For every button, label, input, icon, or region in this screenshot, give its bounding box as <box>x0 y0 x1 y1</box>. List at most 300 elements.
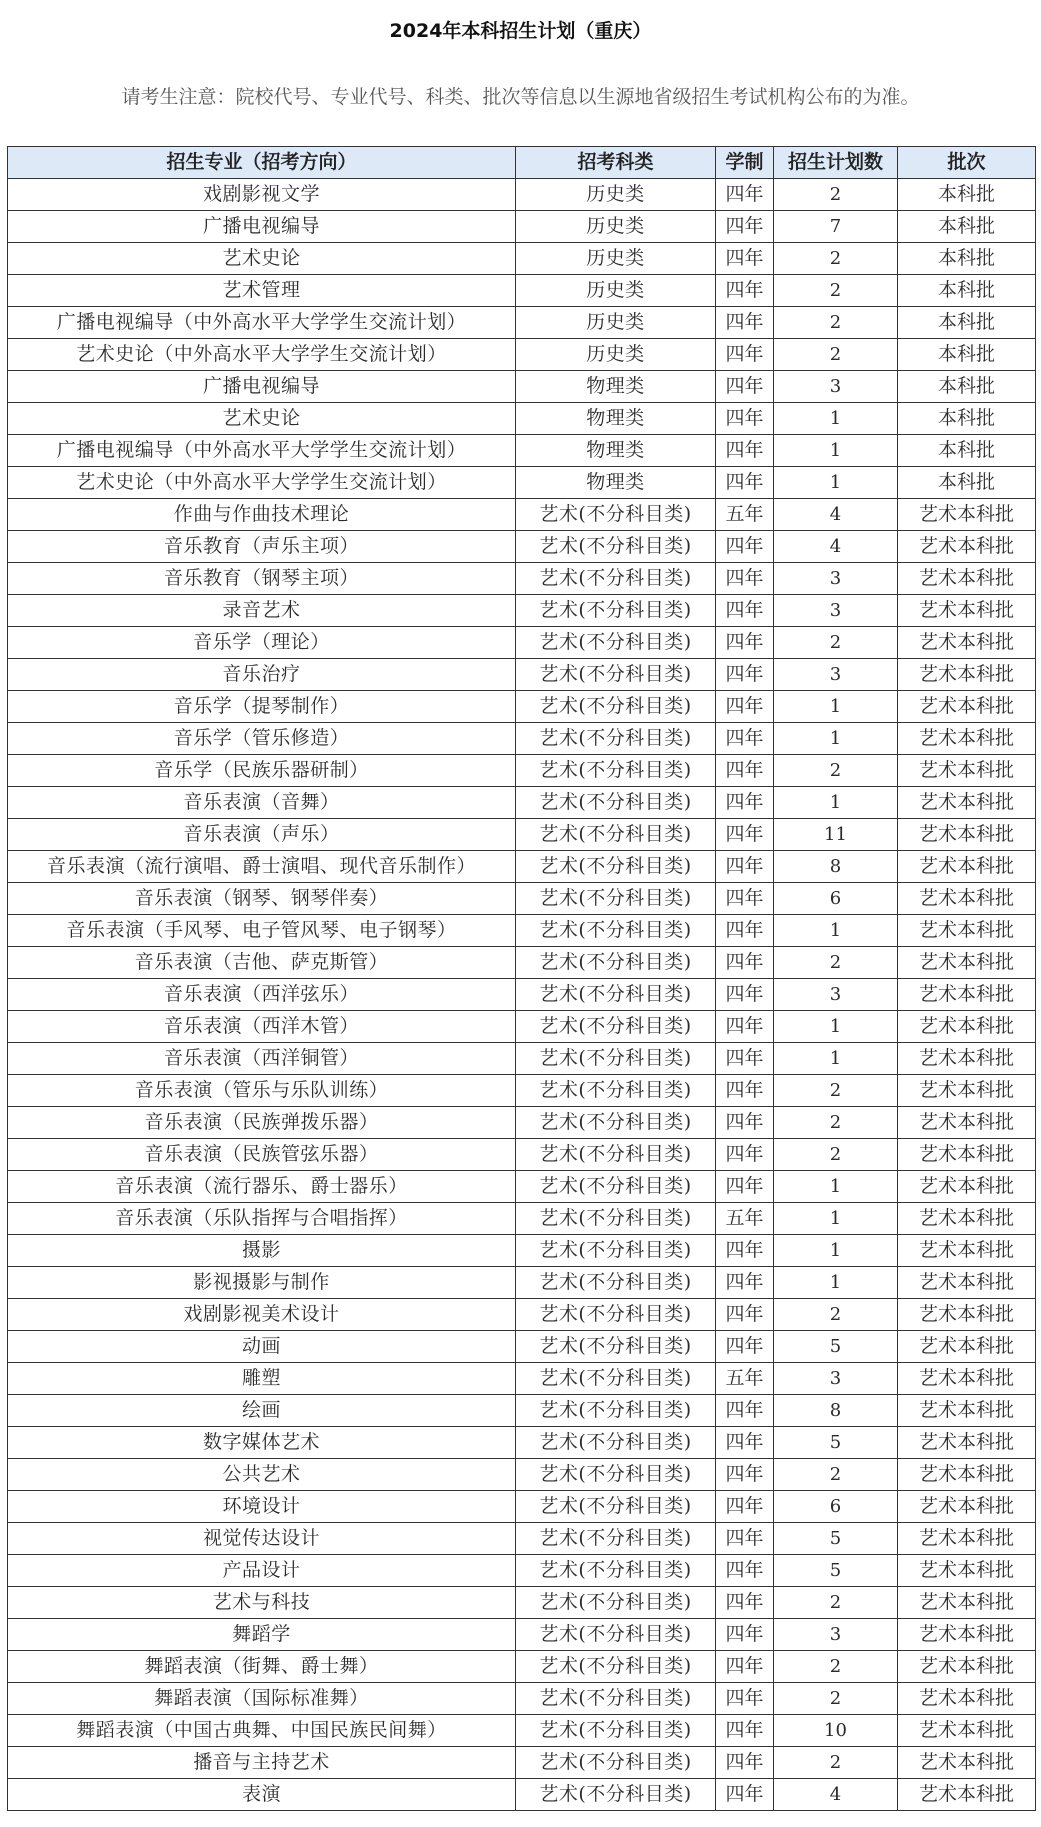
cell-major: 音乐表演（钢琴、钢琴伴奏） <box>8 883 516 915</box>
cell-subject: 艺术(不分科目类) <box>516 1203 716 1235</box>
cell-duration: 四年 <box>716 1395 774 1427</box>
table-row <box>8 435 1036 467</box>
cell-duration: 四年 <box>716 1779 774 1811</box>
cell-subject: 艺术(不分科目类) <box>516 1011 716 1043</box>
cell-batch: 艺术本科批 <box>898 1267 1036 1299</box>
cell-plan-count: 2 <box>774 627 898 659</box>
cell-subject: 艺术(不分科目类) <box>516 1683 716 1715</box>
cell-duration: 四年 <box>716 1555 774 1587</box>
table-row <box>8 1203 1036 1235</box>
cell-subject: 物理类 <box>516 467 716 499</box>
cell-major: 艺术史论 <box>8 403 516 435</box>
table-row <box>8 755 1036 787</box>
cell-major: 音乐表演（民族弹拨乐器） <box>8 1107 516 1139</box>
table-row <box>8 563 1036 595</box>
cell-duration: 四年 <box>716 1299 774 1331</box>
cell-plan-count: 4 <box>774 499 898 531</box>
cell-batch: 艺术本科批 <box>898 1203 1036 1235</box>
cell-duration: 四年 <box>716 435 774 467</box>
cell-duration: 四年 <box>716 723 774 755</box>
cell-plan-count: 6 <box>774 1491 898 1523</box>
cell-duration: 四年 <box>716 851 774 883</box>
cell-plan-count: 1 <box>774 723 898 755</box>
cell-batch: 艺术本科批 <box>898 1555 1036 1587</box>
table-row <box>8 1075 1036 1107</box>
cell-subject: 艺术(不分科目类) <box>516 499 716 531</box>
cell-plan-count: 1 <box>774 1267 898 1299</box>
cell-major: 音乐表演（声乐） <box>8 819 516 851</box>
cell-major: 音乐表演（西洋弦乐） <box>8 979 516 1011</box>
cell-major: 舞蹈表演（中国古典舞、中国民族民间舞） <box>8 1715 516 1747</box>
cell-duration: 四年 <box>716 883 774 915</box>
cell-major: 音乐学（管乐修造） <box>8 723 516 755</box>
cell-batch: 艺术本科批 <box>898 723 1036 755</box>
cell-duration: 四年 <box>716 1459 774 1491</box>
cell-duration: 四年 <box>716 1651 774 1683</box>
cell-duration: 四年 <box>716 275 774 307</box>
table-row <box>8 1491 1036 1523</box>
cell-batch: 本科批 <box>898 371 1036 403</box>
cell-subject: 艺术(不分科目类) <box>516 979 716 1011</box>
cell-subject: 艺术(不分科目类) <box>516 1555 716 1587</box>
cell-plan-count: 1 <box>774 1043 898 1075</box>
cell-plan-count: 7 <box>774 211 898 243</box>
table-row <box>8 627 1036 659</box>
cell-batch: 艺术本科批 <box>898 627 1036 659</box>
table-row <box>8 1331 1036 1363</box>
table-row <box>8 339 1036 371</box>
table-row <box>8 1363 1036 1395</box>
cell-batch: 艺术本科批 <box>898 787 1036 819</box>
cell-major: 广播电视编导（中外高水平大学学生交流计划） <box>8 307 516 339</box>
cell-duration: 四年 <box>716 1139 774 1171</box>
cell-plan-count: 2 <box>774 755 898 787</box>
cell-batch: 本科批 <box>898 435 1036 467</box>
cell-batch: 艺术本科批 <box>898 1043 1036 1075</box>
table-row <box>8 1171 1036 1203</box>
table-row <box>8 787 1036 819</box>
cell-batch: 本科批 <box>898 307 1036 339</box>
cell-batch: 艺术本科批 <box>898 1107 1036 1139</box>
table-row <box>8 819 1036 851</box>
cell-subject: 艺术(不分科目类) <box>516 1235 716 1267</box>
cell-batch: 艺术本科批 <box>898 1139 1036 1171</box>
cell-plan-count: 2 <box>774 243 898 275</box>
cell-plan-count: 1 <box>774 435 898 467</box>
cell-batch: 艺术本科批 <box>898 1619 1036 1651</box>
cell-batch: 本科批 <box>898 339 1036 371</box>
table-row <box>8 467 1036 499</box>
cell-subject: 艺术(不分科目类) <box>516 947 716 979</box>
cell-major: 音乐学（提琴制作） <box>8 691 516 723</box>
cell-plan-count: 2 <box>774 1139 898 1171</box>
table-row <box>8 531 1036 563</box>
cell-subject: 艺术(不分科目类) <box>516 1395 716 1427</box>
enrollment-plan-table <box>7 146 1036 1811</box>
cell-plan-count: 1 <box>774 1171 898 1203</box>
table-row <box>8 403 1036 435</box>
cell-subject: 艺术(不分科目类) <box>516 1075 716 1107</box>
cell-subject: 艺术(不分科目类) <box>516 1459 716 1491</box>
cell-batch: 艺术本科批 <box>898 563 1036 595</box>
cell-duration: 四年 <box>716 243 774 275</box>
cell-subject: 艺术(不分科目类) <box>516 1363 716 1395</box>
cell-plan-count: 1 <box>774 1203 898 1235</box>
table-row <box>8 1523 1036 1555</box>
cell-subject: 艺术(不分科目类) <box>516 691 716 723</box>
cell-duration: 四年 <box>716 1523 774 1555</box>
cell-major: 戏剧影视美术设计 <box>8 1299 516 1331</box>
cell-duration: 四年 <box>716 627 774 659</box>
cell-subject: 物理类 <box>516 435 716 467</box>
table-row <box>8 1683 1036 1715</box>
cell-batch: 本科批 <box>898 179 1036 211</box>
cell-plan-count: 3 <box>774 1363 898 1395</box>
cell-duration: 五年 <box>716 1203 774 1235</box>
cell-major: 视觉传达设计 <box>8 1523 516 1555</box>
cell-duration: 四年 <box>716 915 774 947</box>
cell-plan-count: 3 <box>774 595 898 627</box>
cell-duration: 四年 <box>716 1235 774 1267</box>
cell-major: 音乐表演（乐队指挥与合唱指挥） <box>8 1203 516 1235</box>
cell-major: 产品设计 <box>8 1555 516 1587</box>
cell-major: 音乐表演（管乐与乐队训练） <box>8 1075 516 1107</box>
cell-duration: 四年 <box>716 1171 774 1203</box>
cell-plan-count: 2 <box>774 179 898 211</box>
cell-major: 影视摄影与制作 <box>8 1267 516 1299</box>
cell-plan-count: 1 <box>774 467 898 499</box>
cell-plan-count: 1 <box>774 403 898 435</box>
cell-major: 音乐表演（西洋铜管） <box>8 1043 516 1075</box>
cell-major: 播音与主持艺术 <box>8 1747 516 1779</box>
cell-plan-count: 6 <box>774 883 898 915</box>
cell-plan-count: 3 <box>774 563 898 595</box>
cell-duration: 四年 <box>716 339 774 371</box>
cell-major: 音乐治疗 <box>8 659 516 691</box>
table-row <box>8 179 1036 211</box>
cell-subject: 艺术(不分科目类) <box>516 1523 716 1555</box>
cell-plan-count: 5 <box>774 1523 898 1555</box>
cell-subject: 艺术(不分科目类) <box>516 1779 716 1811</box>
cell-batch: 艺术本科批 <box>898 1075 1036 1107</box>
cell-major: 音乐教育（钢琴主项） <box>8 563 516 595</box>
cell-plan-count: 2 <box>774 947 898 979</box>
cell-duration: 四年 <box>716 1427 774 1459</box>
cell-subject: 物理类 <box>516 371 716 403</box>
cell-plan-count: 3 <box>774 371 898 403</box>
cell-duration: 四年 <box>716 979 774 1011</box>
cell-batch: 艺术本科批 <box>898 1747 1036 1779</box>
cell-duration: 四年 <box>716 1011 774 1043</box>
table-row <box>8 1043 1036 1075</box>
cell-subject: 艺术(不分科目类) <box>516 1043 716 1075</box>
cell-batch: 艺术本科批 <box>898 1427 1036 1459</box>
header-batch: 批次 <box>898 147 1036 179</box>
cell-major: 数字媒体艺术 <box>8 1427 516 1459</box>
cell-subject: 艺术(不分科目类) <box>516 915 716 947</box>
cell-major: 广播电视编导（中外高水平大学学生交流计划） <box>8 435 516 467</box>
cell-plan-count: 1 <box>774 915 898 947</box>
cell-plan-count: 2 <box>774 1107 898 1139</box>
table-row <box>8 1587 1036 1619</box>
cell-major: 音乐表演（流行演唱、爵士演唱、现代音乐制作） <box>8 851 516 883</box>
cell-subject: 历史类 <box>516 339 716 371</box>
cell-batch: 艺术本科批 <box>898 1523 1036 1555</box>
cell-plan-count: 5 <box>774 1331 898 1363</box>
cell-duration: 四年 <box>716 691 774 723</box>
cell-duration: 四年 <box>716 307 774 339</box>
cell-plan-count: 2 <box>774 307 898 339</box>
table-row <box>8 1651 1036 1683</box>
cell-duration: 四年 <box>716 371 774 403</box>
cell-batch: 艺术本科批 <box>898 691 1036 723</box>
cell-major: 摄影 <box>8 1235 516 1267</box>
cell-batch: 艺术本科批 <box>898 755 1036 787</box>
cell-subject: 艺术(不分科目类) <box>516 563 716 595</box>
cell-major: 音乐表演（手风琴、电子管风琴、电子钢琴） <box>8 915 516 947</box>
cell-plan-count: 2 <box>774 1075 898 1107</box>
cell-subject: 艺术(不分科目类) <box>516 819 716 851</box>
table-row <box>8 1715 1036 1747</box>
cell-plan-count: 1 <box>774 1235 898 1267</box>
cell-major: 舞蹈学 <box>8 1619 516 1651</box>
cell-duration: 四年 <box>716 1715 774 1747</box>
cell-batch: 艺术本科批 <box>898 851 1036 883</box>
cell-plan-count: 1 <box>774 691 898 723</box>
cell-plan-count: 2 <box>774 275 898 307</box>
cell-duration: 四年 <box>716 467 774 499</box>
cell-major: 环境设计 <box>8 1491 516 1523</box>
cell-plan-count: 2 <box>774 339 898 371</box>
table-row <box>8 1139 1036 1171</box>
cell-batch: 本科批 <box>898 211 1036 243</box>
table-row <box>8 1459 1036 1491</box>
cell-batch: 艺术本科批 <box>898 595 1036 627</box>
cell-batch: 艺术本科批 <box>898 1363 1036 1395</box>
cell-subject: 艺术(不分科目类) <box>516 1651 716 1683</box>
cell-batch: 本科批 <box>898 243 1036 275</box>
cell-plan-count: 3 <box>774 1619 898 1651</box>
table-row <box>8 1555 1036 1587</box>
table-row <box>8 211 1036 243</box>
cell-batch: 艺术本科批 <box>898 915 1036 947</box>
cell-batch: 艺术本科批 <box>898 1011 1036 1043</box>
cell-plan-count: 2 <box>774 1587 898 1619</box>
cell-batch: 本科批 <box>898 275 1036 307</box>
cell-batch: 艺术本科批 <box>898 1171 1036 1203</box>
cell-subject: 艺术(不分科目类) <box>516 1491 716 1523</box>
cell-plan-count: 4 <box>774 1779 898 1811</box>
cell-subject: 艺术(不分科目类) <box>516 1715 716 1747</box>
cell-duration: 四年 <box>716 403 774 435</box>
cell-subject: 艺术(不分科目类) <box>516 1587 716 1619</box>
cell-subject: 艺术(不分科目类) <box>516 787 716 819</box>
cell-subject: 艺术(不分科目类) <box>516 1427 716 1459</box>
cell-plan-count: 3 <box>774 659 898 691</box>
header-duration: 学制 <box>716 147 774 179</box>
cell-major: 音乐表演（音舞） <box>8 787 516 819</box>
cell-major: 音乐表演（吉他、萨克斯管） <box>8 947 516 979</box>
cell-plan-count: 3 <box>774 979 898 1011</box>
cell-duration: 四年 <box>716 595 774 627</box>
cell-batch: 艺术本科批 <box>898 947 1036 979</box>
table-row <box>8 1107 1036 1139</box>
cell-duration: 四年 <box>716 1075 774 1107</box>
cell-plan-count: 5 <box>774 1555 898 1587</box>
table-body <box>8 179 1036 1811</box>
cell-batch: 艺术本科批 <box>898 659 1036 691</box>
table-row <box>8 1427 1036 1459</box>
cell-duration: 五年 <box>716 1363 774 1395</box>
cell-subject: 艺术(不分科目类) <box>516 851 716 883</box>
table-row <box>8 1235 1036 1267</box>
cell-plan-count: 2 <box>774 1299 898 1331</box>
page-title: 2024年本科招生计划（重庆） <box>389 20 652 42</box>
cell-duration: 四年 <box>716 1683 774 1715</box>
cell-batch: 艺术本科批 <box>898 979 1036 1011</box>
cell-duration: 四年 <box>716 1043 774 1075</box>
cell-major: 音乐教育（声乐主项） <box>8 531 516 563</box>
cell-batch: 艺术本科批 <box>898 499 1036 531</box>
cell-major: 音乐学（理论） <box>8 627 516 659</box>
cell-duration: 四年 <box>716 755 774 787</box>
cell-duration: 四年 <box>716 659 774 691</box>
cell-plan-count: 2 <box>774 1683 898 1715</box>
cell-batch: 本科批 <box>898 467 1036 499</box>
table-row <box>8 659 1036 691</box>
cell-major: 动画 <box>8 1331 516 1363</box>
table-row <box>8 1619 1036 1651</box>
cell-major: 录音艺术 <box>8 595 516 627</box>
cell-duration: 四年 <box>716 531 774 563</box>
cell-plan-count: 8 <box>774 1395 898 1427</box>
cell-duration: 四年 <box>716 179 774 211</box>
table-row <box>8 1011 1036 1043</box>
cell-duration: 四年 <box>716 819 774 851</box>
cell-subject: 艺术(不分科目类) <box>516 1747 716 1779</box>
cell-subject: 艺术(不分科目类) <box>516 723 716 755</box>
cell-batch: 艺术本科批 <box>898 1715 1036 1747</box>
cell-subject: 艺术(不分科目类) <box>516 1619 716 1651</box>
cell-batch: 艺术本科批 <box>898 531 1036 563</box>
cell-major: 艺术管理 <box>8 275 516 307</box>
cell-subject: 艺术(不分科目类) <box>516 1299 716 1331</box>
table-row <box>8 883 1036 915</box>
cell-batch: 艺术本科批 <box>898 1779 1036 1811</box>
cell-major: 公共艺术 <box>8 1459 516 1491</box>
cell-major: 舞蹈表演（街舞、爵士舞） <box>8 1651 516 1683</box>
cell-batch: 艺术本科批 <box>898 1235 1036 1267</box>
cell-duration: 四年 <box>716 211 774 243</box>
cell-batch: 艺术本科批 <box>898 1395 1036 1427</box>
cell-subject: 历史类 <box>516 243 716 275</box>
cell-plan-count: 4 <box>774 531 898 563</box>
table-row <box>8 1267 1036 1299</box>
cell-plan-count: 1 <box>774 1011 898 1043</box>
cell-duration: 四年 <box>716 947 774 979</box>
cell-major: 舞蹈表演（国际标准舞） <box>8 1683 516 1715</box>
notice-text: 请考生注意：院校代号、专业代号、科类、批次等信息以生源地省级招生考试机构公布的为准。 <box>121 86 920 108</box>
cell-major: 音乐表演（西洋木管） <box>8 1011 516 1043</box>
cell-major: 音乐表演（流行器乐、爵士器乐） <box>8 1171 516 1203</box>
table-row <box>8 1395 1036 1427</box>
cell-major: 音乐学（民族乐器研制） <box>8 755 516 787</box>
table-row <box>8 275 1036 307</box>
cell-plan-count: 10 <box>774 1715 898 1747</box>
cell-duration: 四年 <box>716 787 774 819</box>
table-row <box>8 243 1036 275</box>
cell-subject: 艺术(不分科目类) <box>516 531 716 563</box>
cell-duration: 四年 <box>716 1747 774 1779</box>
table-row <box>8 979 1036 1011</box>
cell-major: 作曲与作曲技术理论 <box>8 499 516 531</box>
cell-plan-count: 8 <box>774 851 898 883</box>
header-subject: 招考科类 <box>516 147 716 179</box>
cell-subject: 艺术(不分科目类) <box>516 1331 716 1363</box>
cell-subject: 艺术(不分科目类) <box>516 1107 716 1139</box>
cell-major: 艺术史论 <box>8 243 516 275</box>
table-row <box>8 1299 1036 1331</box>
cell-duration: 四年 <box>716 1619 774 1651</box>
cell-subject: 艺术(不分科目类) <box>516 659 716 691</box>
cell-plan-count: 1 <box>774 787 898 819</box>
cell-batch: 艺术本科批 <box>898 1651 1036 1683</box>
cell-subject: 历史类 <box>516 275 716 307</box>
table-row <box>8 499 1036 531</box>
cell-subject: 艺术(不分科目类) <box>516 627 716 659</box>
cell-subject: 艺术(不分科目类) <box>516 595 716 627</box>
table-row <box>8 595 1036 627</box>
cell-duration: 四年 <box>716 1587 774 1619</box>
cell-major: 绘画 <box>8 1395 516 1427</box>
cell-major: 艺术与科技 <box>8 1587 516 1619</box>
cell-subject: 物理类 <box>516 403 716 435</box>
cell-batch: 艺术本科批 <box>898 883 1036 915</box>
cell-major: 雕塑 <box>8 1363 516 1395</box>
cell-plan-count: 2 <box>774 1651 898 1683</box>
table-row <box>8 947 1036 979</box>
table-row <box>8 1747 1036 1779</box>
header-major: 招生专业（招考方向） <box>8 147 516 179</box>
cell-batch: 本科批 <box>898 403 1036 435</box>
cell-batch: 艺术本科批 <box>898 1299 1036 1331</box>
table-row <box>8 1779 1036 1811</box>
table-row <box>8 915 1036 947</box>
cell-plan-count: 5 <box>774 1427 898 1459</box>
cell-subject: 历史类 <box>516 179 716 211</box>
cell-major: 表演 <box>8 1779 516 1811</box>
table-row <box>8 307 1036 339</box>
cell-subject: 历史类 <box>516 307 716 339</box>
cell-major: 艺术史论（中外高水平大学学生交流计划） <box>8 339 516 371</box>
cell-duration: 四年 <box>716 1491 774 1523</box>
table-header-row <box>8 147 1036 179</box>
cell-batch: 艺术本科批 <box>898 1587 1036 1619</box>
cell-batch: 艺术本科批 <box>898 1683 1036 1715</box>
cell-major: 广播电视编导 <box>8 211 516 243</box>
cell-duration: 四年 <box>716 1107 774 1139</box>
cell-major: 广播电视编导 <box>8 371 516 403</box>
cell-subject: 艺术(不分科目类) <box>516 883 716 915</box>
cell-plan-count: 2 <box>774 1747 898 1779</box>
cell-batch: 艺术本科批 <box>898 1491 1036 1523</box>
table-row <box>8 851 1036 883</box>
cell-major: 艺术史论（中外高水平大学学生交流计划） <box>8 467 516 499</box>
cell-subject: 艺术(不分科目类) <box>516 1171 716 1203</box>
cell-plan-count: 2 <box>774 1459 898 1491</box>
cell-subject: 艺术(不分科目类) <box>516 1139 716 1171</box>
cell-subject: 艺术(不分科目类) <box>516 1267 716 1299</box>
